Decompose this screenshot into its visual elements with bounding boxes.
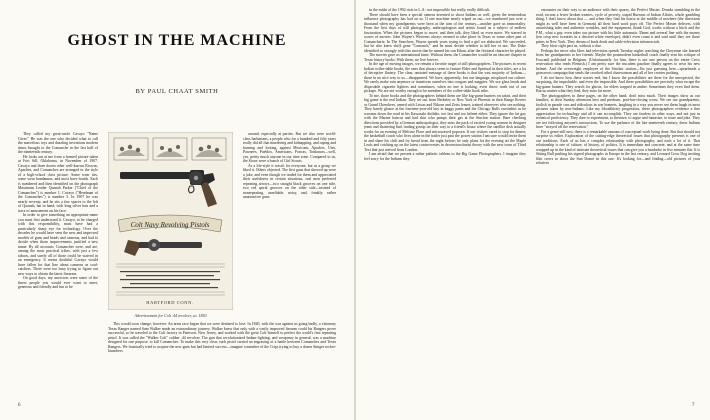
colt-advertisement-image: [108, 132, 233, 310]
left-column-1: [18, 132, 98, 322]
paragraph: This would soon change, however. An arms race began that we were destined to lose. In 1840, with the war against us going badly, a visionary Texas Ranger named Sam Walker made an extraordinary journey. Walker knew that only with a vastly improved firearm could his Rangers prove successful, so he traveled to the Colt factory in Paterson, New Jersey, and worked with the great Colt himself to perfect the world's first repeating pistol. It was called the "Walker Colt" caliber .44 revolver. The gun that revolutionized Indian-fighting, and weaponry in general, was a machine designed for one purpose: to kill Comanches. To make this very clear, each pistol carried an engraving of a battle between Comanches and Texas Rangers. We frantically tried to acquire the new guns but had limited success—imagine a member of the Crips trying to buy a dozen Stinger rocket-launchers: [108, 322, 336, 353]
paragraph: In the age of moving images, we remain a favorite target of still photographers. The pictures in recent Indian coffee-table books, the ones that always seem to feature Elder and Spiritual in their titles, are a lot of deceptive flattery. The clear, unstated message of these books is that the vast majority of Indians—those in no nice way to us—disappeared. We have, apparently, lost our language, misplaced our culture. We rarely make rain anymore or transform ourselves into cougars and magpies. We use glass beads and disposable cigarette lighters and sometimes, when no one is looking, even throw trash out of our pickups. We are not worthy enough to be members of the coffee-table book tribe.: [364, 62, 526, 93]
paragraph: He looks out at me from a framed picture taken at Fort Sill, Oklahoma, in November of 1907. Cavayo and three dozen other well-known Kiowas, Apaches, and Comanches are arranged in the style of a high-school class picture. Some wear ties, some wear bandannas, and most have braids. Each is numbered and then identified on the photograph Maximum Leader Quanah Parker ("Chief of the Comanches") is number 1. Cavayo ("Headman of the Comanches") is number 5. In 1907 he was nearly seventy, and he sits a few spaces to the left of Quanah, hat in hand, with long silver hair and a trace of amusement on his face.: [18, 154, 98, 213]
paragraph: To me, those books and the photographers behind them are like big-game hunters on safari, and their big game is the real Indian. They set out from Berkeley or New York or Phoenix in their Range Rovers or Grand Cherokees, armed with Leicas and Nikons and Zeiss lenses, trained observers who see nothing. They barely glance at the fourteen-year-old boy in baggy pants and the Chicago Bulls sweatshirt as he screams down the road in his Kawasaki dirtbike, too fast and too helmet either. They ignore the fat guy with the Marine haircut and bad skin who pumps their gas at the Sinclair station. Bare checking directions provided by a German anthropologist, they miss the pack of excited young women in designer jeans and shattering bad, trading gossip on their way to a friend's house where the satellite dish actually works for an evening of Melrose Place and microwaved popcorn. If our visitors cared to stop for dinner, the basketball coach who lives alone in the trailer just past the power station I am sure would invite them in and share his chili and fry bread from the night before; he only plans for the evening art the Maple Leafs and catching up on the latest controversies in deconstructionist theory with the new issue of Third Text that just arrived from London.: [364, 93, 526, 152]
page-number-left: 6: [18, 403, 21, 408]
paragraph: The photographers in these pages, on the other hand, don't miss much. Their images show us our families, at their Sunday afternoon best and predawn, post-bar-closing worst. We see our grandparents, foolish in parade cars and ridiculous in war bonnets, laughing in a way you never see them laugh in most pictures taken by non-Indians. Like my bloodthirsty progenitors, these photographers evidence a fine appreciation for technology and all it can accomplish. They are fearless in other ways, and not just in technical proficiency. They dare to experiment, to theorize, to argue and fantasize, to tease and joke. They are not following anyone's instructions. To use the parlance of the late nineteenth century, these Indians have "strayed off the reservation.": [536, 93, 700, 129]
paragraph: For a genre still new, there is a remarkable amount of conceptual work being done. But that should not surprise us either. Exploration of the cutting-edge theoretical issues that photography presents is one of our traditions. Each of us has a complex relationship with photography, and each a lot of it. That relationship is one of culture, of history, of politics. It is immediate and concrete, and at the same time wrapped up in the kind of intricate theoretical issues that can give you a headache in five minutes flat. It is Sitting Bull pushing his signed photographs in Europe in the last century, and Leonard Crow Dog inviting film crews to shoot the Sun Dance in this one. It's looking for—and finding—old pictures of your relatives: [536, 129, 700, 165]
right-column-1: [364, 8, 526, 400]
svg-text:Colt Navy Revolving Pistols: Colt Navy Revolving Pistols: [130, 221, 210, 229]
paragraph: in the midst of the 1992 riots in L.A.: not impossible but really, really difficult.: [369, 8, 491, 12]
paragraph: I do not know how these stories end, but I know the possibilities are there for the unexpected, the surprising, the improbable, and even the impossible. And these possibilities are precisely what escape the big-game hunters. They search for ghosts, for elders trapped in amber. Sometimes they even find them. But no matter what they find, they miss far more.: [536, 75, 700, 93]
figure-caption: Advertisement for Colt .44 revolver, ca. 1850: [134, 313, 207, 318]
paragraph: I am afraid that we present a rather pathetic tableau to the Big Game Photographers. I imagine they feel sorry for the Indians they: [364, 152, 526, 161]
paragraph: They called my great-uncle Cavayo "Name Giver." He was the one who decided what to call the marvelous toys and dazzling inventions modern times brought to the Comanche in the last half of the nineteenth century.: [18, 132, 98, 154]
paragraph: There should have been a special camera invented to shoot Indians as well, given the tremendous influence photography has had on us. If one machine nearly wiped us out—we numbered just over a thousand when my grandparents were born at the turn of the century—another gave us immortality. From the first days of still photography, anthropologists and artists found us a subject of endless fascination. When the pictures began to move, and then talk, they liked us even more. We starred in scores of movies. John Wayne's Westerns always seemed to take place in Texas or some other part of Comancheria. In The Searchers, Wayne spends years trying to find a girl we abducted. We succeeded, but he also knew she'd gone "Comanch," and he must decide whether to kill her or not. The Duke identified so strongly with this movie that he named his son Ethan, after the fictional character he played.: [364, 12, 526, 53]
paragraph: The movies gave us international fame. Without them, the Comanches would be an obscure chapter in Texas history books. With them, we live forever.: [364, 53, 526, 62]
svg-text:HARTFORD CONN.: HARTFORD CONN.: [146, 300, 194, 305]
paragraph: As a life-style it wasn't for everyone, but as a group we liked it. Others objected. The first guns that showed up were a joke, and even though we traded for them and appreciated their usefulness in certain situations, real men preferred repeating arrows—two straight black grooves on one side, two red spiral grooves on the other side—instead of nonrepeating, unreliable, noisy, and, frankly, rather unattractive guns.: [243, 163, 336, 199]
right-column-2: [536, 8, 700, 400]
article-title: GHOST IN THE MACHINE: [67, 32, 287, 49]
article-byline: BY PAUL CHAAT SMITH: [135, 88, 219, 95]
paragraph: In order to give something an appropriate name you must first understand it. Cavayo, to be charged with this responsibility, must have had a particularly sharp eye for technology. Over the decades he would have seen the new and improved models of guns and beads and cameras, and had to decide when those improvements justified a new name. By all accounts, Comanches were, and are, among the most practical tribes, with just a few taboos, and surely all of those could be waived in an emergency. It seems doubtful Cavayo would have fallen for that line about cameras as soul-catchers. There were too busy trying to figure out new ways to obtain the latest firearms.: [18, 213, 98, 276]
paragraph: On good days, my ancestors were some of the finest people you would ever want to meet, generous and friendly and fun to be: [18, 276, 98, 289]
left-page: [0, 0, 354, 420]
paragraph: Perhaps the niece who likes bad television spends Tuesday nights watching the Cheyenne she learned from her grandparents to her friends. Maybe the postmodern basketball coach finally sent his critique of Foucault published in Belgium. (Unfortunately for him, there is not one person on the entire Crow reservation who reads Flemish.) I am pretty sure the truculent gasoline finally agrees to wear his new helmet. And the overweight employee of the Sinclair station—I'm just guessing here—spearheads a grassroots campaign that sends the crooked tribal chairwoman and all of her cronies packing.: [536, 48, 700, 75]
left-column-bottom: [108, 322, 336, 398]
paragraph: encounter on their way to an audience with their quarry, the Perfect Master. Drunks stumbling in the road, racoon a fewer broken treaties, cycle of poverty, stupid Bureaus of Indian Affairs, whole gambling thing, I don't know about that — and when they find his house at the middle of nowhere (the directions might as well have been in German) all their hard work pays off. The Perfect Master delivers, with astonishing tales and authentic wrinkles, and the equipment, thank God, works without a hitch and the P.M., what a guy, even takes our picture with his little automatic 35mm and several line with the money (ten crisp new twenties in a discreet white envelope), didn't even count it and said until they see those prints in New York. They dream of book deals and cable-television infomercials.: [536, 8, 700, 44]
left-column-2: [243, 132, 336, 304]
page-number-right: 7: [692, 403, 695, 408]
paragraph: They blow right past us, without a clue.: [541, 44, 602, 48]
right-page: [356, 0, 710, 420]
paragraph: around, especially at parties. But we also were world-class barbarians, a people who for a hundred and fifty years really did all that murdering and kidnapping, and raping and burning and looting, against Mexicans, Apaches, Utes, Pawnees, Pueblos, Americans, Poncas, Tonkawas—well, yes, pretty much anyone in our time zone. Compared to us, the Sioux were a bunch of Girl Scouts.: [243, 132, 336, 163]
